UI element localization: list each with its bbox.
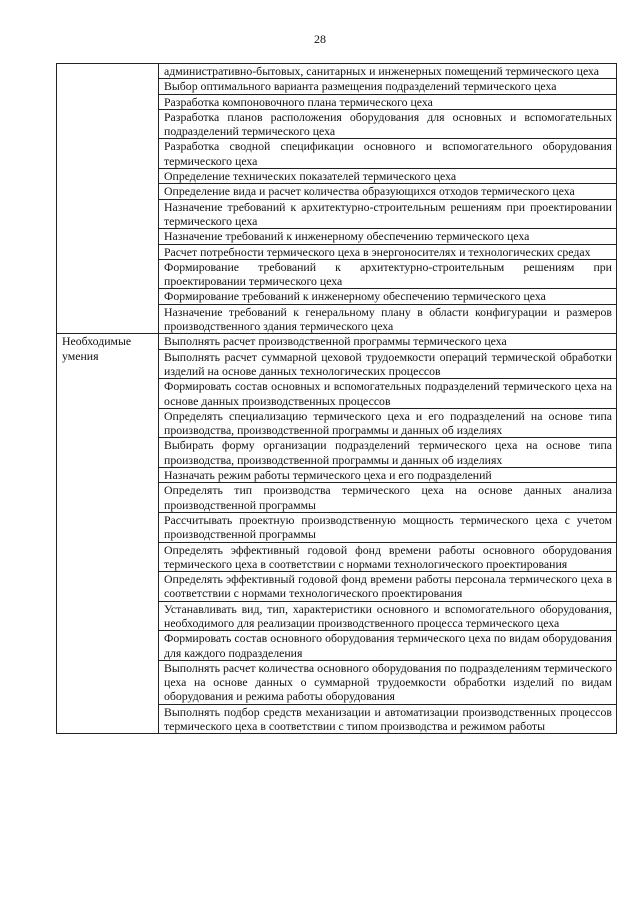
table-cell-item: Рассчитывать проектную производственную мощность термического цеха с учетом производственной программы	[159, 512, 617, 542]
table-cell-item: Формировать состав основных и вспомогательных подразделений термического цеха на основе данных производственных процессов	[159, 379, 617, 409]
table-cell-item: Разработка сводной спецификации основного и вспомогательного оборудования термического цеха	[159, 139, 617, 169]
table-cell-item: Определять эффективный годовой фонд времени работы персонала термического цеха в соответствии с нормами технологического проектирования	[159, 572, 617, 602]
table-cell-item: Определение вида и расчет количества образующихся отходов термического цеха	[159, 184, 617, 199]
table-cell-item: Определять тип производства термического цеха на основе данных анализа производственной программы	[159, 483, 617, 513]
table-cell-item: Определять специализацию термического цеха и его подразделений на основе типа производства, производственной программы и данных об изделиях	[159, 408, 617, 438]
section-label-cell-continued	[57, 64, 159, 334]
page-number: 28	[314, 32, 326, 46]
table-cell-item: Выполнять расчет количества основного оборудования по подразделениям термического цеха на основе данных о суммарной трудоемкости обработки изделий по видам оборудования и режима работы оборудования	[159, 660, 617, 704]
table-cell-item: Выполнять расчет производственной программы термического цеха	[159, 334, 617, 349]
table-cell-item: Выполнять подбор средств механизации и автоматизации производственных процессов термического цеха в соответствии с типом производства и режимом работы	[159, 704, 617, 734]
table-body	[57, 64, 617, 734]
table-cell-item: Назначение требований к инженерному обеспечению термического цеха	[159, 229, 617, 244]
competency-table	[56, 63, 617, 734]
table-cell-item: Формирование требований к инженерному обеспечению термического цеха	[159, 289, 617, 304]
table-cell-item: Устанавливать вид, тип, характеристики основного и вспомогательного оборудования, необходимого для реализации производственного процесса термического цеха	[159, 601, 617, 631]
table-cell-item: Назначать режим работы термического цеха и его подразделений	[159, 468, 617, 483]
table-cell-item: Определение технических показателей термического цеха	[159, 169, 617, 184]
table-row	[57, 64, 617, 79]
table-cell-item: административно-бытовых, санитарных и инженерных помещений термического цеха	[159, 64, 617, 79]
table-cell-item: Назначение требований к архитектурно-строительным решениям при проектировании термического цеха	[159, 199, 617, 229]
table-cell-item: Разработка планов расположения оборудования для основных и вспомогательных подразделений термического цеха	[159, 109, 617, 139]
table-cell-item: Разработка компоновочного плана термического цеха	[159, 94, 617, 109]
table-cell-item: Выбирать форму организации подразделений термического цеха на основе типа производства, производственной программы и данных об изделиях	[159, 438, 617, 468]
table-cell-item: Назначение требований к генеральному плану в области конфигурации и размеров производственного здания термического цеха	[159, 304, 617, 334]
table-cell-item: Формирование требований к архитектурно-строительным решениям при проектировании термического цеха	[159, 259, 617, 289]
section-label-cell: Необходимые умения	[57, 334, 159, 734]
table-cell-item: Формировать состав основного оборудования термического цеха по видам оборудования для каждого подразделения	[159, 631, 617, 661]
table-cell-item: Выбор оптимального варианта размещения подразделений термического цеха	[159, 79, 617, 94]
table-cell-item: Расчет потребности термического цеха в энергоносителях и технологических средах	[159, 244, 617, 259]
table-cell-item: Выполнять расчет суммарной цеховой трудоемкости операций термической обработки изделий на основе данных технологических процессов	[159, 349, 617, 379]
table-row	[57, 334, 617, 349]
table-cell-item: Определять эффективный годовой фонд времени работы основного оборудования термического цеха в соответствии с нормами технологического проектирования	[159, 542, 617, 572]
